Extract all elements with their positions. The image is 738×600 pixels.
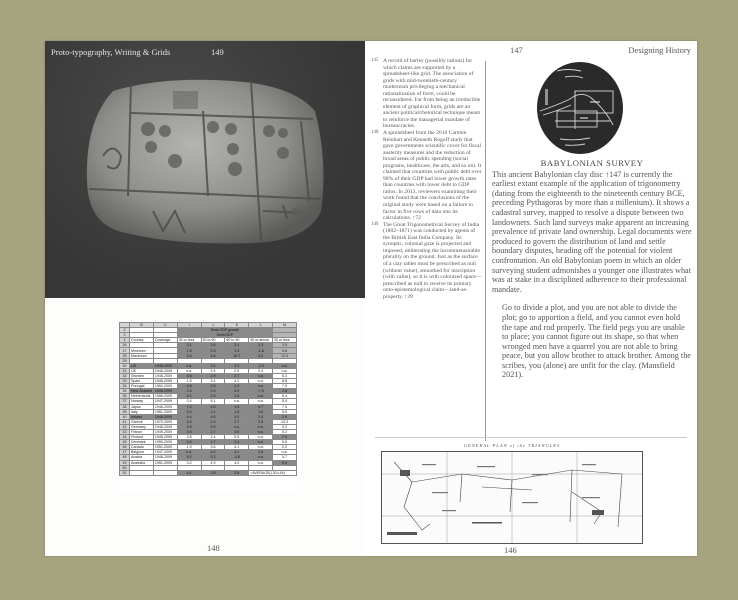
country-cell: Australia: [130, 460, 154, 465]
value-cell: 1.9: [177, 445, 201, 450]
value-cell: 3.1: [177, 343, 201, 348]
value-cell: 2.7: [201, 429, 225, 434]
value-cell: 3.5: [177, 440, 201, 445]
coverage-cell: 1951-2009: [153, 445, 177, 450]
value-cell: 3.1: [225, 450, 249, 455]
running-head-page-number: 149: [211, 47, 224, 57]
country-cell: France: [130, 429, 154, 434]
value-cell: 2.9: [201, 373, 225, 378]
value-cell: 2.6: [273, 389, 297, 394]
country-cell: Canada: [130, 445, 154, 450]
value-cell: 2.4: [225, 440, 249, 445]
coverage-cell: 1947-2009: [153, 450, 177, 455]
value-cell: n.a.: [249, 429, 273, 434]
value-cell: 6.4: [273, 394, 297, 399]
table-row: 41 Greece 1970-2009 4.0 0.3 2.7 2.9 13.3: [120, 419, 297, 424]
value-cell: 1.0: [225, 404, 249, 409]
value-cell: 5.4: [177, 353, 201, 358]
value-cell: 7.0: [273, 435, 297, 440]
folio-right: 146: [504, 545, 517, 555]
header-cell: 90 or above: [249, 338, 273, 343]
country-cell: Finland: [130, 435, 154, 440]
value-cell: 2.4: [249, 368, 273, 373]
value-cell: 3.3: [201, 455, 225, 460]
triangulation-map: [381, 443, 643, 543]
coverage-cell: 1946-2009: [153, 368, 177, 373]
col-letter: K: [225, 323, 249, 328]
value-cell: 2.5: [225, 368, 249, 373]
value-cell: 6.3: [273, 373, 297, 378]
summary-row: 26 3.1 3.6 3.1 1.3 3.5: [120, 343, 297, 348]
value-cell: 5.9: [273, 460, 297, 465]
value-cell: 0.3: [201, 419, 225, 424]
value-cell: 0.8: [273, 348, 297, 353]
value-cell: 5.4: [273, 399, 297, 404]
table-row: 36 Netherlands 1956-2009 4.1 2.6 1.8 n.a. 6.4: [120, 394, 297, 399]
summary-row: 28 Maximum 5.4 4.6 10.7 3.2 13.3: [120, 353, 297, 358]
value-cell: 5.5: [225, 435, 249, 440]
column-divider: [485, 61, 486, 441]
country-cell: Greece: [130, 419, 154, 424]
coverage-cell: 1952-2009: [153, 384, 177, 389]
table-row: 44 Finland 1946-2009 3.8 2.4 5.5 n.a. 7.0: [120, 435, 297, 440]
value-cell: 3.1: [225, 343, 249, 348]
coverage-cell: 1948-2009: [153, 455, 177, 460]
country-cell: New Zealand: [131, 389, 153, 394]
value-cell: n.a.: [177, 363, 201, 368]
average-cell: 2.8: [225, 470, 249, 475]
value-cell: -7.9: [249, 389, 273, 394]
table-row: 35 New Zealand 1948-2009 2.5 2.9 3.9 -7.9 2.6: [120, 389, 297, 394]
note-text: The Great Trigonometrical Survey of India (1802–1871) was conducted by agents of the British East India Company. Its synoptic, colonial gaze is projected and imposed, obliterating the incommensurable plurality on the ground. Just as the surface of a clay tablet must be prescribed as null (without value), smoothed for inscription (with value), so it is with colonized space—prescribed as null to receive its primary onto-epistemological claim—land-as-property.: [383, 221, 482, 300]
value-cell: n.a.: [249, 384, 273, 389]
value-cell: 4.0: [225, 460, 249, 465]
table-row: 38 Japan 1946-2009 7.0 4.0 1.0 0.7 7.0: [120, 404, 297, 409]
coverage-cell: 1956-2009: [153, 394, 177, 399]
table-row: 39 Italy 1951-2009 5.4 2.1 1.8 1.0 5.6: [120, 409, 297, 414]
margin-note: [371, 58, 483, 130]
country-cell: US: [130, 363, 154, 368]
value-cell: 2.2: [273, 445, 297, 450]
value-cell: 5.1: [201, 399, 225, 404]
header-cell: 30 to 60: [201, 338, 225, 343]
value-cell: 13.3: [273, 353, 297, 358]
value-cell: 2.5: [177, 389, 201, 394]
value-cell: 4.8: [177, 384, 201, 389]
header-cell: Country: [130, 338, 154, 343]
book-spread: [45, 41, 697, 556]
country-cell: UK: [130, 368, 154, 373]
value-cell: n.a.: [249, 379, 273, 384]
value-cell: 1.8: [225, 394, 249, 399]
value-cell: 1.3: [249, 343, 273, 348]
margin-note: [371, 221, 483, 301]
col-letter: B: [130, 323, 154, 328]
country-cell: Austria: [130, 455, 154, 460]
country-cell: Italy: [130, 409, 154, 414]
value-cell: 3.6: [201, 445, 225, 450]
table-row: 30 US 1946-2009 n.a. 3.4 3.3 -2.0 n.a.: [120, 363, 297, 368]
country-cell: Portugal: [130, 384, 154, 389]
summary-label: Maximum: [130, 353, 154, 358]
margin-notes: [371, 58, 483, 300]
value-cell: 4.1: [225, 445, 249, 450]
value-cell: 7.0: [273, 404, 297, 409]
table-row: 31 UK 1946-2009 n.a. 2.4 2.5 2.4 n.a.: [120, 368, 297, 373]
value-cell: 2.4: [249, 414, 273, 419]
table-row: 37 Norway 1947-2009 3.4 5.1 n.a. n.a. 5.4: [120, 399, 297, 404]
table-row: 43 France 1949-2009 4.9 2.7 3.0 n.a. 5.2: [120, 429, 297, 434]
value-cell: 0.9: [201, 424, 225, 429]
country-cell: Denmark: [130, 440, 154, 445]
col-letter: C: [153, 323, 177, 328]
country-cell: Ireland: [130, 414, 154, 419]
note-crossref[interactable]: ↑72: [412, 215, 421, 222]
value-cell: 2.7: [225, 419, 249, 424]
running-head-title: Designing History: [628, 45, 691, 55]
summary-row: 27 Minimum 1.5 0.3 1.3 -1.8 0.8: [120, 348, 297, 353]
value-cell: 3.2: [249, 353, 273, 358]
folio-left: 148: [207, 543, 220, 553]
coverage-cell: 1946-2009: [153, 435, 177, 440]
value-cell: 5.6: [273, 440, 297, 445]
value-cell: 2.5: [201, 384, 225, 389]
coverage-cell: 1951-2009: [153, 460, 177, 465]
col-letter: J: [201, 323, 225, 328]
value-cell: 5.2: [273, 429, 297, 434]
value-cell: 3.8: [177, 435, 201, 440]
value-cell: 2.9: [273, 414, 297, 419]
value-cell: 4.6: [201, 353, 225, 358]
coverage-cell: 1946-2009: [153, 379, 177, 384]
value-cell: 3.4: [201, 379, 225, 384]
coverage-cell: 1948-2009: [153, 389, 177, 394]
feature-article: [492, 159, 692, 380]
value-cell: n.a.: [249, 440, 273, 445]
value-cell: -1.8: [249, 348, 273, 353]
value-cell: 2.6: [201, 394, 225, 399]
feature-heading: BABYLONIAN SURVEY: [540, 158, 644, 168]
average-cell: 2.8: [201, 470, 225, 475]
value-cell: 3.4: [177, 399, 201, 404]
coverage-cell: 1946-2009: [153, 373, 177, 378]
value-cell: n.a.: [249, 424, 273, 429]
header-cell: 30 or less: [273, 338, 297, 343]
sheet-subtitle: Debt/GDP: [177, 333, 272, 338]
value-cell: 5.2: [177, 455, 201, 460]
table-row: 42 Germany 1946-2009 3.9 0.9 n.a. n.a. 3.2: [120, 424, 297, 429]
value-cell: 3.0: [225, 429, 249, 434]
value-cell: n.a.: [249, 435, 273, 440]
summary-label: Minimum: [130, 348, 154, 353]
value-cell: n.a.: [177, 368, 201, 373]
coverage-cell: 1949-2009: [153, 429, 177, 434]
value-cell: 0.7: [249, 404, 273, 409]
table-row: 47 Belgium 1947-2009 n.a. 4.2 3.1 2.6 n.a.: [120, 450, 297, 455]
value-cell: n.a.: [225, 424, 249, 429]
value-cell: n.a.: [249, 445, 273, 450]
note-crossref[interactable]: ↑39: [404, 293, 413, 300]
value-cell: n.a.: [249, 394, 273, 399]
right-page: [365, 41, 697, 556]
value-cell: 2.7: [225, 373, 249, 378]
average-formula: =AVERAGE(L30:L44): [249, 470, 297, 475]
reinhart-rogoff-spreadsheet: B C I J K L M 2 Real GDP growth 3 Debt/GDP 4 Country Coverage 30 or less 30 to 60 60 to 90 90 or above 30 or less 26 3.1 3.6 3.1 1.3 3.5 27 Minimum 1.5 0.3 1.3 -1.8 0.8 28 Maximum 5.4 4.6 10.7 3.2 13.3 29 30 US 1946-2009 n.a. 3.4 3.3 -2.0 n.a. 31 UK 1946-2009 n.a. 2.4 2.5 2.4 n.a. 32 Sweden 1946-2009 3.6 2.9 2.7 n.a. 6.3 33 Spain 1946-2009 1.5 3.4 4.2 n.a. 8.8 34 Portugal 1952-2009 4.8 2.5 0.3 n.a. 7.9 35 New Zealand 1948-2009 2.5 2.9 3.9 -7.9 2.6 36 Netherlands 1956-2009 4.1 2.6 1.8 n.a. 6.4 37 Norway 1947-2009 3.4 5.1 n.a. n.a. 5.4 38 Japan 1946-2009 7.0 4.0 1.0 0.7 7.0 39 Italy 1951-2009 5.4 2.1 1.8 1.0 5.6 40 Ireland 1948-2009 4.4 4.5 4.0 2.4 2.9 41 Greece 1970-2009 4.0 0.3 2.7 2.9 13.3 42 Germany 1946-2009 3.9 0.9 n.a. n.a. 3.2 43 France 1949-2009 4.9 2.7 3.0 n.a. 5.2 44 Finland 1946-2009 3.8 2.4 5.5 n.a. 7.0 45 Denmark 1950-2009 3.5 1.7 2.4 n.a. 5.6 46 Canada 1951-2009 1.9 3.6 4.1 n.a. 2.2 47 Belgium 1947-2009 n.a. 4.2 3.1 2.6 n.a. 48 Austria 1948-2009 5.2 3.3 -3.8 n.a. 5.7 49 Australia 1951-2009 3.2 4.9 4.0 n.a. 5.9 50 51 4.1 2.8 2.8 =AVERAGE(L30:L44): [119, 322, 297, 492]
value-cell: 2.4: [201, 368, 225, 373]
value-cell: 4.2: [225, 379, 249, 384]
coverage-cell: 1948-2009: [153, 414, 177, 419]
value-cell: n.a.: [177, 450, 201, 455]
coverage-cell: 1946-2009: [153, 424, 177, 429]
value-cell: 4.5: [201, 414, 225, 419]
value-cell: n.a.: [225, 399, 249, 404]
value-cell: 2.9: [249, 419, 273, 424]
value-cell: 7.0: [177, 404, 201, 409]
table-row: 32 Sweden 1946-2009 3.6 2.9 2.7 n.a. 6.3: [120, 373, 297, 378]
table-row: 45 Denmark 1950-2009 3.5 1.7 2.4 n.a. 5.6: [120, 440, 297, 445]
sheet-title: Real GDP growth: [177, 328, 272, 333]
country-cell: Sweden: [130, 373, 154, 378]
value-cell: 4.4: [177, 414, 201, 419]
value-cell: 0.3: [201, 348, 225, 353]
value-cell: 5.7: [273, 455, 297, 460]
value-cell: 5.4: [177, 409, 201, 414]
value-cell: 3.2: [273, 424, 297, 429]
coverage-cell: 1946-2009: [153, 363, 177, 368]
value-cell: n.a.: [249, 460, 273, 465]
value-cell: 1.0: [249, 409, 273, 414]
value-cell: 3.4: [201, 363, 225, 368]
coverage-cell: 1950-2009: [153, 440, 177, 445]
value-cell: 10.7: [225, 353, 249, 358]
value-cell: 3.9: [225, 389, 249, 394]
value-cell: 4.1: [177, 394, 201, 399]
average-cell: 4.1: [177, 470, 201, 475]
note-text: A record of barley (possibly rations) for which claims are supported by a spreadsheet-like grid. The association of grids with mid-twentieth-century modernism privileging a mechanical rationalization of form, could be reconsidered. Far from being an irreducible element of graphical form, grids are an ancient political/rhetorical technique meant to reinforce the managerial mandate of bureaucracies.: [383, 58, 481, 130]
value-cell: 2.6: [249, 450, 273, 455]
header-cell: Coverage: [153, 338, 177, 343]
table-row: 48 Austria 1948-2009 5.2 3.3 -3.8 n.a. 5.7: [120, 455, 297, 460]
value-cell: 4.0: [177, 419, 201, 424]
value-cell: 4.0: [201, 404, 225, 409]
table-row: 34 Portugal 1952-2009 4.8 2.5 0.3 n.a. 7.9: [120, 384, 297, 389]
value-cell: -2.0: [249, 363, 273, 368]
country-cell: Japan: [130, 404, 154, 409]
coverage-cell: 1947-2009: [153, 399, 177, 404]
note-number: 146: [371, 221, 379, 227]
running-head-title: Proto-typography, Writing & Grids: [51, 47, 171, 57]
country-cell: Norway: [130, 399, 154, 404]
col-letter: I: [177, 323, 201, 328]
survey-map-image: [381, 451, 643, 544]
coverage-cell: 1970-2009: [153, 419, 177, 424]
value-cell: 4.9: [201, 460, 225, 465]
value-cell: 8.8: [273, 379, 297, 384]
value-cell: 2.1: [201, 409, 225, 414]
value-cell: 13.3: [273, 419, 297, 424]
clay-tablet-image: [83, 71, 328, 246]
value-cell: 1.3: [225, 348, 249, 353]
value-cell: 3.6: [201, 343, 225, 348]
value-cell: -3.8: [225, 455, 249, 460]
value-cell: n.a.: [249, 399, 273, 404]
margin-note: [371, 130, 483, 222]
value-cell: n.a.: [273, 368, 297, 373]
left-page: [45, 41, 365, 556]
col-letter: L: [249, 323, 273, 328]
table-row: 40 Ireland 1948-2009 4.4 4.5 4.0 2.4 2.9: [120, 414, 297, 419]
header-cell: 60 to 90: [225, 338, 249, 343]
value-cell: 1.8: [225, 409, 249, 414]
value-cell: n.a.: [249, 373, 273, 378]
table-row: 33 Spain 1946-2009 1.5 3.4 4.2 n.a. 8.8: [120, 379, 297, 384]
header-cell: 30 or less: [177, 338, 201, 343]
value-cell: 1.5: [177, 348, 201, 353]
value-cell: 3.6: [177, 373, 201, 378]
babylonian-clay-disc-image: [535, 59, 625, 157]
value-cell: 3.2: [177, 460, 201, 465]
country-cell: Belgium: [130, 450, 154, 455]
value-cell: 2.4: [201, 435, 225, 440]
map-title: GENERAL PLAN of the TRIANGLES: [463, 443, 561, 448]
value-cell: 3.9: [177, 424, 201, 429]
value-cell: 5.6: [273, 409, 297, 414]
value-cell: 0.3: [225, 384, 249, 389]
value-cell: 4.0: [225, 414, 249, 419]
coverage-cell: 1946-2009: [153, 404, 177, 409]
col-letter: M: [273, 323, 297, 328]
poem-quote: Go to divide a plot, and you are not able to divide the plot; go to apportion a field, and you cannot even hold the tape and rod properly. The field pegs you are unable to place; you cannot figure out its shape, so that when wronged men have a quarrel you are not able to bring peace, but you allow brother to attack brother. Among the scribes, you (alone) are unfit for the clay. (Mansfield 2021).: [502, 303, 691, 380]
value-cell: 3.3: [225, 363, 249, 368]
section-divider: [375, 437, 687, 438]
value-cell: 4.9: [177, 429, 201, 434]
note-text: A spreadsheet from the 2010 Carmen Reinhart and Kenneth Rogoff study that gave governments scientific cover for fiscal austerity measures and the reduction of broad areas of public spending (social programs, healthcare, the arts, and so on). It claimed that countries with public debt over 90% of their GDP had lower growth rates than countries with lower debt to GDP ratios. In 2013, reviewers examining their work found that the conclusions of the original study were based on a failure to factor in five rows of data into its calculations.: [383, 130, 482, 222]
value-cell: 1.7: [201, 440, 225, 445]
value-cell: n.a.: [249, 455, 273, 460]
running-head-page-number: 147: [510, 45, 523, 55]
value-cell: 7.9: [273, 384, 297, 389]
note-number: 145: [371, 58, 379, 63]
country-cell: Germany: [130, 424, 154, 429]
value-cell: 2.9: [201, 389, 225, 394]
table-row: 46 Canada 1951-2009 1.9 3.6 4.1 n.a. 2.2: [120, 445, 297, 450]
note-number: 148: [371, 130, 379, 136]
value-cell: n.a.: [273, 450, 297, 455]
value-cell: 4.2: [201, 450, 225, 455]
country-cell: Spain: [130, 379, 154, 384]
value-cell: 1.5: [177, 379, 201, 384]
value-cell: n.a.: [273, 363, 297, 368]
country-cell: Netherlands: [130, 394, 154, 399]
feature-body: This ancient Babylonian clay disc ↑147 is currently the earliest extant example of the application of trigonometry (dating from the eighteenth to the nineteenth century BCE, preceding Pythagoras by more than a millenium). It shows a cadastral survey, mapped to resolve a dispute between two landowners. Such land surveys make apparent an increasing prevalence of private land ownership. Legal documents were produced to govern the distribution of land and settle boundary disputes, heading off the potential for violent confrontation. An old Babylonian poem in which an older surveying student admonishes a younger one illustrates what was at stake in a disciplined adherence to their professional mandate.: [492, 169, 692, 294]
table-row: 49 Australia 1951-2009 3.2 4.9 4.0 n.a. 5.9: [120, 460, 297, 465]
value-cell: 3.5: [273, 343, 297, 348]
coverage-cell: 1951-2009: [153, 409, 177, 414]
tablet-photo: [45, 41, 365, 298]
